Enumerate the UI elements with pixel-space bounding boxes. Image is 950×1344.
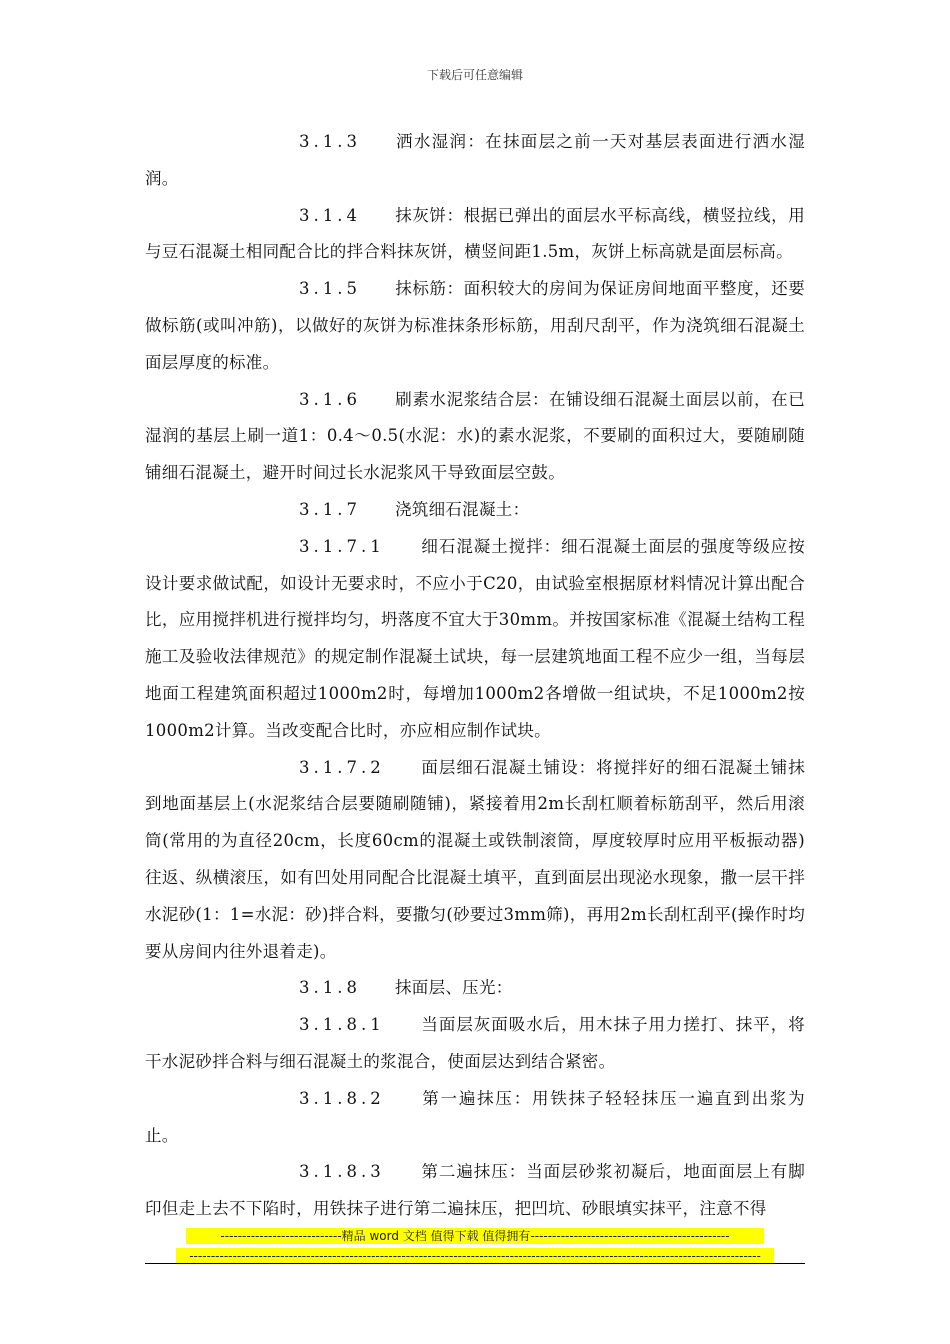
paragraph-3-1-7-2 [145, 750, 805, 971]
header-note: 下载后可任意编辑 [426, 68, 523, 82]
paragraph-3-1-8-2 [145, 1081, 805, 1155]
paragraph-3-1-6 [145, 382, 805, 492]
paragraph-text: 浇筑细石混凝土： [394, 499, 530, 519]
paragraph-3-1-5 [145, 271, 805, 381]
footer-line-dashes: ------------------------------------------------------------------------------------------------------------------------------------ [176, 1248, 774, 1264]
paragraph-3-1-7 [145, 492, 805, 529]
paragraph-text: 抹灰饼：根据已弹出的面层水平标高线，横竖拉线，用与豆石混凝土相同配合比的拌合料抹灰饼，横竖间距1.5m，灰饼上标高就是面层标高。 [145, 205, 805, 262]
section-number: 3.1.7.2 [299, 757, 385, 777]
section-number: 3.1.6 [299, 389, 361, 409]
paragraph-3-1-7-1 [145, 529, 805, 750]
document-body [145, 124, 805, 1228]
section-number: 3.1.5 [299, 279, 361, 299]
section-number: 3.1.8.3 [299, 1162, 385, 1182]
paragraph-text: 当面层灰面吸水后，用木抹子用力搓打、抹平，将干水泥砂拌合料与细石混凝土的浆混合，使面层达到结合紧密。 [145, 1015, 805, 1071]
paragraph-text: 第二遍抹压：当面层砂浆初凝后，地面面层上有脚印但走上去不下陷时，用铁抹子进行第二遍抹压，把凹坑、砂眼填实抹平，注意不得 [145, 1162, 805, 1219]
footer-banner [0, 1228, 950, 1268]
paragraph-3-1-8-3 [145, 1154, 805, 1228]
section-number: 3.1.8 [299, 978, 361, 998]
paragraph-text: 细石混凝土搅拌：细石混凝土面层的强度等级应按设计要求做试配，如设计无要求时，不应小于C20，由试验室根据原材料情况计算出配合比，应用搅拌机进行搅拌均匀，坍落度不宜大于30mm。并按国家标准《混凝土结构工程施工及验收法律规范》的规定制作混凝土试块，每一层建筑地面工程不应少一组，当每层地面工程建筑面积超过1000m2时，每增加1000m2各增做一组试块，不足1000m2按1000m2计算。当改变配合比时，亦应相应制作试块。 [145, 536, 805, 740]
section-number: 3.1.7 [299, 499, 361, 519]
section-number: 3.1.3 [299, 132, 361, 151]
paragraph-3-1-3 [145, 124, 805, 198]
paragraph-text: 抹面层、压光： [394, 978, 513, 998]
paragraph-3-1-8-1 [145, 1007, 805, 1081]
paragraph-text: 抹标筋：面积较大的房间为保证房间地面平整度，还要做标筋(或叫冲筋)，以做好的灰饼为标准抹条形标筋，用刮尺刮平，作为浇筑细石混凝土面层厚度的标准。 [145, 279, 805, 372]
paragraph-3-1-8 [145, 970, 805, 1007]
paragraph-3-1-4 [145, 198, 805, 272]
section-number: 3.1.8.1 [299, 1015, 385, 1035]
footer-rule [145, 1263, 805, 1264]
paragraph-text: 刷素水泥浆结合层：在铺设细石混凝土面层以前，在已湿润的基层上刷一道1：0.4～0.5(水泥：水)的素水泥浆，不要刷的面积过大，要随刷随铺细石混凝土，避开时间过长水泥浆风干导致面层空鼓。 [145, 389, 805, 483]
section-number: 3.1.8.2 [299, 1088, 385, 1108]
paragraph-text: 面层细石混凝土铺设：将搅拌好的细石混凝土铺抹到地面基层上(水泥浆结合层要随刷随铺)，紧接着用2m长刮杠顺着标筋刮平，然后用滚筒(常用的为直径20cm，长度60cm的混凝土或铁制滚筒，厚度较厚时应用平板振动器)往返、纵横滚压，如有凹处用同配合比混凝土填平，直到面层出现泌水现象，撒一层干拌水泥砂(1：1=水泥：砂)拌合料，要撒匀(砂要过3mm筛)，再用2m长刮杠刮平(操作时均要从房间内往外退着走)。 [145, 757, 805, 961]
section-number: 3.1.4 [299, 205, 361, 225]
paragraph-text: 洒水湿润：在抹面层之前一天对基层表面进行洒水湿润。 [145, 132, 805, 188]
paragraph-text: 第一遍抹压：用铁抹子轻轻抹压一遍直到出浆为止。 [145, 1088, 805, 1145]
section-number: 3.1.7.1 [299, 536, 385, 556]
footer-line-promo: ----------------------------精品 word 文档 值得下载 值得拥有---------------------------------------------- [186, 1228, 764, 1244]
